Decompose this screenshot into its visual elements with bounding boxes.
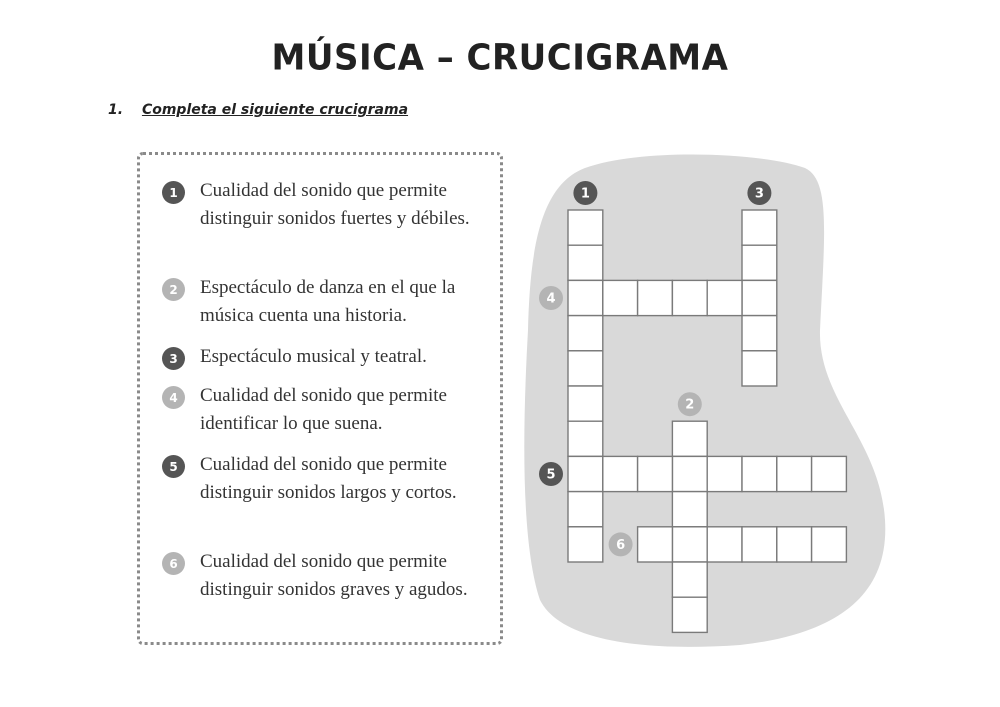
crossword-cell[interactable] <box>568 245 603 280</box>
crossword-cell[interactable] <box>672 280 707 315</box>
crossword-cell[interactable] <box>568 456 603 491</box>
crossword-cell[interactable] <box>568 210 603 245</box>
clue-number-badge: 4 <box>162 386 185 409</box>
instruction-number: 1. <box>108 102 124 118</box>
crossword-cell[interactable] <box>568 386 603 421</box>
crossword-cell[interactable] <box>672 421 707 456</box>
clue-number-badge: 5 <box>162 455 185 478</box>
crossword-number-label: 5 <box>546 467 556 483</box>
crossword-number-label: 4 <box>546 291 556 307</box>
crossword-cell[interactable] <box>742 210 777 245</box>
crossword-cell[interactable] <box>672 456 707 491</box>
clue-text: Cualidad del sonido que permite distinguir sonidos fuertes y débiles. <box>200 180 470 229</box>
crossword-cell[interactable] <box>742 280 777 315</box>
crossword-cell[interactable] <box>603 456 638 491</box>
crossword-cell[interactable] <box>568 421 603 456</box>
clue-number-badge: 2 <box>162 278 185 301</box>
crossword-cell[interactable] <box>568 351 603 386</box>
crossword-cell[interactable] <box>638 456 673 491</box>
clue-text: Cualidad del sonido que permite identificar lo que suena. <box>200 385 447 434</box>
crossword-cell[interactable] <box>812 456 847 491</box>
clue-text: Espectáculo de danza en el que la música cuenta una historia. <box>200 277 456 326</box>
crossword-cell[interactable] <box>742 316 777 351</box>
crossword-cell[interactable] <box>742 245 777 280</box>
crossword-cell[interactable] <box>672 527 707 562</box>
crossword-cell[interactable] <box>603 280 638 315</box>
instruction-text: Completa el siguiente crucigrama <box>141 102 409 118</box>
crossword-number-label: 3 <box>754 186 764 202</box>
clue-number-badge: 3 <box>162 347 185 370</box>
crossword-cell[interactable] <box>742 456 777 491</box>
crossword-cell[interactable] <box>812 527 847 562</box>
clue-text: Cualidad del sonido que permite distinguir sonidos graves y agudos. <box>200 551 468 600</box>
crossword-cell[interactable] <box>777 456 812 491</box>
crossword-cell[interactable] <box>707 280 742 315</box>
crossword-cell[interactable] <box>672 492 707 527</box>
crossword-cell[interactable] <box>568 316 603 351</box>
clue-text: Cualidad del sonido que permite distinguir sonidos largos y cortos. <box>200 454 457 503</box>
crossword-number-label: 1 <box>580 186 590 202</box>
page-title: MÚSICA – CRUCIGRAMA <box>271 37 729 79</box>
crossword-cell[interactable] <box>707 527 742 562</box>
crossword-cell[interactable] <box>568 280 603 315</box>
crossword-cell[interactable] <box>742 351 777 386</box>
crossword-number-label: 2 <box>685 397 695 413</box>
clue-text: Espectáculo musical y teatral. <box>200 346 427 367</box>
crossword-cell[interactable] <box>638 527 673 562</box>
crossword-cell[interactable] <box>672 562 707 597</box>
clue-number-badge: 6 <box>162 552 185 575</box>
crossword-cell[interactable] <box>742 527 777 562</box>
clue-number-badge: 1 <box>162 181 185 204</box>
crossword-cell[interactable] <box>777 527 812 562</box>
crossword-cell[interactable] <box>568 527 603 562</box>
crossword-cell[interactable] <box>707 456 742 491</box>
crossword-number-label: 6 <box>616 537 626 553</box>
crossword-cell[interactable] <box>568 492 603 527</box>
crossword-cell[interactable] <box>638 280 673 315</box>
crossword-cell[interactable] <box>672 597 707 632</box>
